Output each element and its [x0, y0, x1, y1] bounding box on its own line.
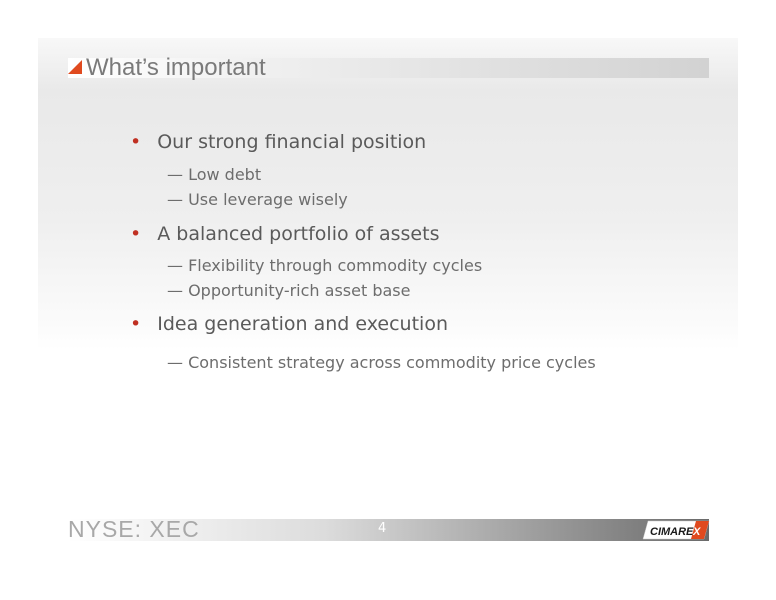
svg-text:CIMARE: CIMARE: [650, 526, 694, 538]
slide-title: What’s important: [86, 54, 266, 81]
bullet-item: [130, 131, 426, 153]
bullet-text: Idea generation and execution: [157, 313, 448, 335]
bullet-dot-icon: •: [130, 313, 142, 335]
sub-bullet: — Flexibility through commodity cycles: [167, 256, 483, 275]
title-accent-triangle: [68, 60, 82, 74]
bullet-dot-icon: •: [130, 131, 142, 153]
bullet-dot-icon: •: [130, 223, 142, 245]
sub-bullet: — Opportunity-rich asset base: [167, 281, 411, 300]
ticker-label: NYSE: XEC: [68, 516, 200, 542]
sub-bullet: — Low debt: [167, 165, 262, 184]
bullet-item: [130, 223, 439, 245]
bullet-text: Our strong financial position: [157, 131, 427, 153]
bullet-item: [130, 313, 448, 335]
bullet-text: A balanced portfolio of assets: [157, 223, 440, 245]
cimarex-logo: [642, 520, 710, 540]
svg-text:X: X: [693, 526, 701, 538]
sub-bullet: — Consistent strategy across commodity price cycles: [167, 353, 596, 372]
sub-bullet: — Use leverage wisely: [167, 190, 348, 209]
page-number: 4: [378, 521, 387, 536]
